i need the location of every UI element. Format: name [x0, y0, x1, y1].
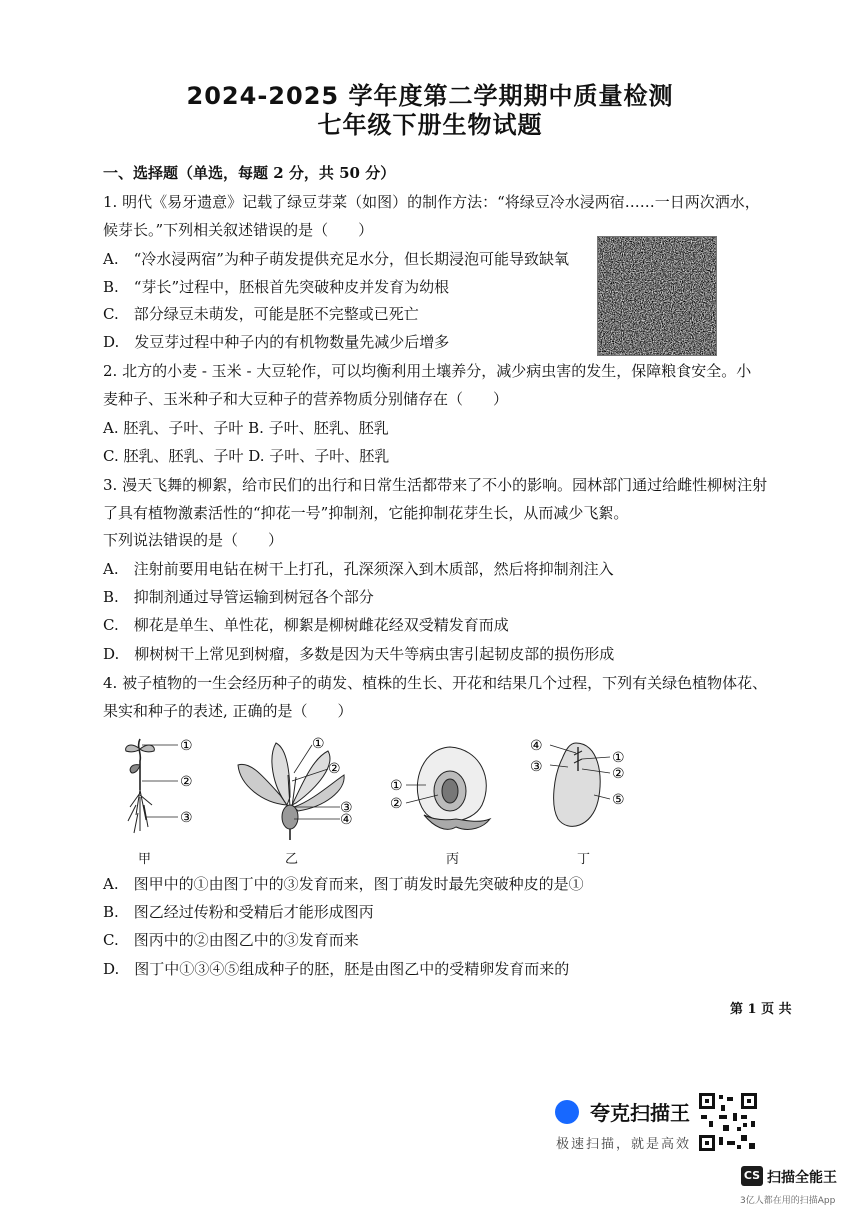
yi-marker-4: ④ — [340, 812, 353, 828]
q4-option-d: D. 图丁中①③④⑤组成种子的胚，胚是由图乙中的受精卵发育而来的 — [103, 960, 570, 978]
jia-marker-1: ① — [180, 738, 193, 754]
ding-marker-2: ② — [612, 766, 625, 782]
quark-logo-icon — [555, 1100, 579, 1124]
q4-option-b: B. 图乙经过传粉和受精后才能形成图丙 — [103, 903, 374, 921]
page-number: 第 1 页 共 — [730, 1002, 792, 1017]
jia-marker-3: ③ — [180, 810, 193, 826]
q3-option-d: D. 柳树树干上常见到树瘤，多数是因为天牛等病虫害引起韧皮部的损伤形成 — [103, 645, 615, 663]
qr-code-icon — [697, 1091, 759, 1153]
figure-label-ding: 丁 — [577, 852, 591, 867]
q1-stem-line1: 1. 明代《易牙遗意》记载了绿豆芽菜（如图）的制作方法：“将绿豆冷水浸两宿……一日两次洒水， — [103, 193, 760, 211]
exam-subtitle: 七年级下册生物试题 — [317, 111, 543, 139]
q1-option-c: C. 部分绿豆未萌发，可能是胚不完整或已死亡 — [103, 305, 419, 323]
q2-stem-line1: 2. 北方的小麦 - 玉米 - 大豆轮作，可以均衡利用土壤养分，减少病虫害的发生，保障粮食安全。小 — [103, 362, 752, 380]
bing-marker-1: ① — [390, 778, 403, 794]
jia-marker-2: ② — [180, 774, 193, 790]
figure-yi-flower — [232, 735, 362, 840]
ding-marker-3: ③ — [530, 759, 543, 775]
q1-option-a: A. “冷水浸两宿”为种子萌发提供充足水分，但长期浸泡可能导致缺氧 — [103, 250, 569, 268]
figure-label-yi: 乙 — [285, 852, 299, 867]
section-heading: 一、选择题（单选，每题 2 分，共 50 分） — [103, 164, 396, 182]
figure-jia-seedling — [118, 735, 208, 840]
q3-stem-line2: 了具有植物激素活性的“抑花一号”抑制剂，它能抑制花芽生长，从而减少飞絮。 — [103, 504, 629, 522]
q1-option-d: D. 发豆芽过程中种子内的有机物数量先减少后增多 — [103, 333, 450, 351]
q2-option-cd: C. 胚乳、胚乳、子叶 D. 子叶、子叶、胚乳 — [103, 447, 390, 465]
bing-marker-2: ② — [390, 796, 403, 812]
q3-stem-line3: 下列说法错误的是（ ） — [103, 531, 284, 549]
q1-stem-line2: 候芽长。”下列相关叙述错误的是（ ） — [103, 221, 374, 239]
q2-stem-line2: 麦种子、玉米种子和大豆种子的营养物质分别储存在（ ） — [103, 390, 509, 408]
quark-brand-name: 夸克扫描王 — [590, 1101, 690, 1125]
exam-title: 2024-2025 学年度第二学期期中质量检测 — [186, 82, 674, 110]
ding-marker-4: ④ — [530, 738, 543, 754]
q3-stem-line1: 3. 漫天飞舞的柳絮，给市民们的出行和日常生活都带来了不小的影响。园林部门通过给雌性柳树注射 — [103, 476, 768, 494]
q3-option-c: C. 柳花是单生、单性花，柳絮是柳树雌花经双受精发育而成 — [103, 616, 509, 634]
figure-bing-fruit — [384, 735, 504, 840]
q4-option-a: A. 图甲中的①由图丁中的③发育而来，图丁萌发时最先突破种皮的是① — [103, 875, 584, 893]
yi-marker-1: ① — [312, 736, 325, 752]
q4-option-c: C. 图丙中的②由图乙中的③发育而来 — [103, 931, 359, 949]
camscanner-name: 扫描全能王 — [767, 1170, 837, 1186]
bean-sprout-photo — [597, 236, 717, 356]
quark-brand-slogan: 极速扫描，就是高效 — [556, 1137, 692, 1152]
q4-stem-line2: 果实和种子的表述, 正确的是（ ） — [103, 702, 353, 720]
figure-ding-seed — [524, 735, 634, 840]
figure-label-bing: 丙 — [446, 852, 460, 867]
camscanner-tagline: 3亿人都在用的扫描App — [740, 1196, 836, 1206]
figure-label-jia: 甲 — [138, 852, 152, 867]
q4-stem-line1: 4. 被子植物的一生会经历种子的萌发、植株的生长、开花和结果几个过程，下列有关绿色植物体花、 — [103, 674, 768, 692]
ding-marker-5: ⑤ — [612, 792, 625, 808]
yi-marker-3: ③ — [340, 800, 353, 816]
camscanner-logo-icon: CS — [741, 1166, 763, 1186]
q2-option-ab: A. 胚乳、子叶、子叶 B. 子叶、胚乳、胚乳 — [103, 419, 389, 437]
ding-marker-1: ① — [612, 750, 625, 766]
yi-marker-2: ② — [328, 761, 341, 777]
q3-option-a: A. 注射前要用电钻在树干上打孔，孔深须深入到木质部，然后将抑制剂注入 — [103, 560, 614, 578]
q1-option-b: B. “芽长”过程中，胚根首先突破种皮并发育为幼根 — [103, 278, 450, 296]
q3-option-b: B. 抑制剂通过导管运输到树冠各个部分 — [103, 588, 374, 606]
